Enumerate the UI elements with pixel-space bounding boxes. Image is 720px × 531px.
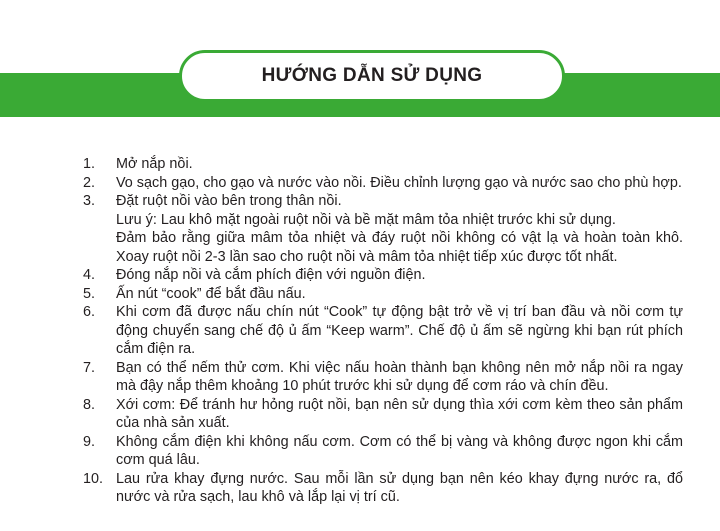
- instruction-step: [83, 396, 683, 433]
- instruction-step: [83, 303, 683, 359]
- step-line: Đặt ruột nồi vào bên trong thân nồi.: [116, 193, 342, 209]
- instruction-step: [83, 359, 683, 396]
- step-text: [116, 470, 683, 507]
- step-number: 1.: [83, 156, 96, 172]
- step-text: [116, 285, 683, 304]
- step-line: Bạn có thể nếm thử cơm. Khi việc nấu hoàn thành bạn không nên mở nắp nồi ra ngay mà đậy nắp thêm khoảng 10 phút trước khi sử dụng để cơm ráo và chín đều.: [116, 359, 683, 394]
- title-box: [179, 50, 565, 102]
- step-text: [116, 266, 683, 285]
- step-text: [116, 155, 683, 174]
- instruction-step: [83, 192, 683, 266]
- step-text: [116, 192, 683, 266]
- instruction-step: [83, 470, 683, 507]
- step-line: Khi cơm đã được nấu chín nút “Cook” tự động bật trở về vị trí ban đầu và nồi cơm tự động chuyển sang chế độ ủ ấm “Keep warm”. Chế độ ủ ấm sẽ ngừng khi bạn rút phích cắm điện ra.: [116, 304, 683, 357]
- step-line: Vo sạch gạo, cho gạo và nước vào nồi. Điều chỉnh lượng gạo và nước sao cho phù hợp.: [116, 174, 682, 191]
- step-line: Lau rửa khay đựng nước. Sau mỗi lần sử dụng bạn nên kéo khay đựng nước ra, đổ nước và rửa sạch, lau khô và lắp lại vị trí cũ.: [116, 470, 683, 505]
- step-text: [116, 396, 683, 433]
- page-title: HƯỚNG DẪN SỬ DỤNG: [261, 65, 483, 86]
- instruction-step: [83, 285, 683, 304]
- step-line: Lưu ý: Lau khô mặt ngoài ruột nồi và bề mặt mâm tỏa nhiệt trước khi sử dụng.: [116, 211, 616, 228]
- step-line: Xới cơm: Để tránh hư hỏng ruột nồi, bạn nên sử dụng thìa xới cơm kèm theo sản phẩm của nhà sản xuất.: [116, 396, 683, 431]
- instruction-step: [83, 266, 683, 285]
- step-line: Đảm bảo rằng giữa mâm tỏa nhiệt và đáy ruột nồi không có vật lạ và hoàn toàn khô. Xoay ruột nồi 2-3 lần sao cho ruột nồi và mâm tỏa nhiệt tiếp xúc được tốt nhất.: [116, 230, 683, 265]
- instruction-step: [83, 433, 683, 470]
- step-number: 2.: [83, 174, 96, 191]
- step-text: [116, 303, 683, 359]
- step-number: 10.: [83, 470, 104, 487]
- step-number: 8.: [83, 396, 96, 413]
- step-number: 4.: [83, 267, 96, 283]
- instruction-step: [83, 174, 683, 193]
- step-number: 3.: [83, 193, 96, 209]
- step-number: 6.: [83, 304, 96, 320]
- step-line: Mở nắp nồi.: [116, 156, 193, 172]
- step-number: 5.: [83, 285, 96, 302]
- step-line: Không cắm điện khi không nấu cơm. Cơm có thể bị vàng và không được ngon khi cắm cơm quá lâu.: [116, 433, 683, 468]
- step-line: Đóng nắp nồi và cắm phích điện với nguồn điện.: [116, 267, 426, 283]
- step-text: [116, 174, 683, 193]
- instruction-step: [83, 155, 683, 174]
- step-number: 9.: [83, 433, 96, 450]
- step-text: [116, 359, 683, 396]
- step-number: 7.: [83, 359, 96, 376]
- instruction-list: [83, 155, 683, 507]
- step-text: [116, 433, 683, 470]
- step-line: Ấn nút “cook” để bắt đầu nấu.: [116, 285, 306, 302]
